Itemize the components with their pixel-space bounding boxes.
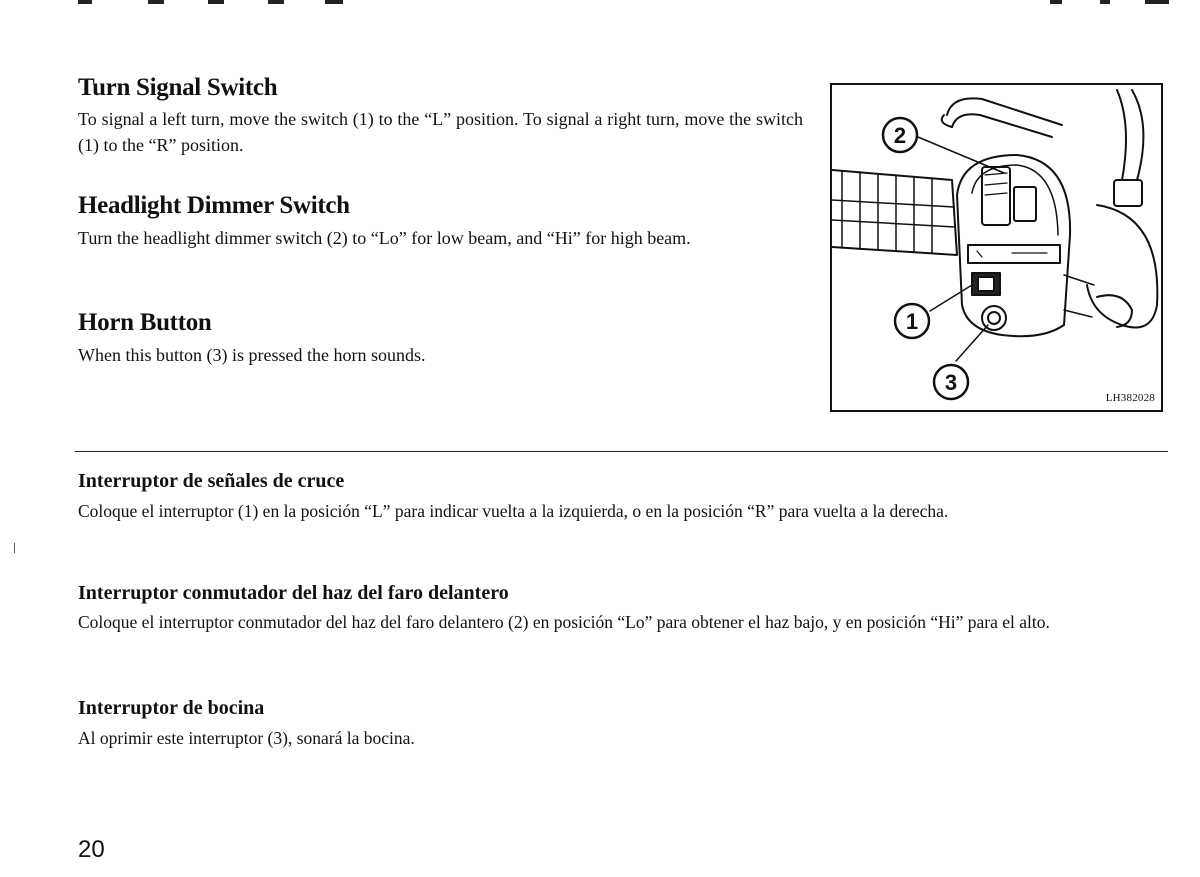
text-interruptor-bocina: Al oprimir este interruptor (3), sonará la bocina. <box>78 728 415 748</box>
margin-mark <box>14 543 15 553</box>
top-edge-marks <box>0 0 1200 10</box>
section-divider <box>75 451 1168 452</box>
heading-headlight-dimmer-switch: Headlight Dimmer Switch <box>78 192 350 219</box>
text-horn-button: When this button (3) is pressed the horn sounds. <box>78 345 426 365</box>
callout-3-label: 3 <box>944 370 958 395</box>
page-number: 20 <box>78 836 105 863</box>
heading-interruptor-bocina: Interruptor de bocina <box>78 697 265 719</box>
heading-turn-signal-switch: Turn Signal Switch <box>78 74 278 101</box>
callout-1-label: 1 <box>905 309 919 334</box>
text-interruptor-conmutador: Coloque el interruptor conmutador del haz del faro delantero (2) en posición “Lo” para obtener el haz bajo, y en posición “Hi” para el alto. <box>78 612 1050 632</box>
text-interruptor-senales: Coloque el interruptor (1) en la posición “L” para indicar vuelta a la izquierda, o en la posición “R” para vuelta a la derecha. <box>78 501 949 521</box>
text-turn-signal-switch: To signal a left turn, move the switch (1) to the “L” position. To signal a right turn, move the switch (1) to the “R” position. <box>78 109 803 155</box>
callout-2-label: 2 <box>893 123 907 148</box>
heading-interruptor-conmutador: Interruptor conmutador del haz del faro delantero <box>78 582 509 604</box>
heading-horn-button: Horn Button <box>78 309 212 336</box>
heading-interruptor-senales: Interruptor de señales de cruce <box>78 470 345 492</box>
figure-code: LH382028 <box>1105 392 1155 404</box>
handlebar-switch-drawing <box>832 85 1161 410</box>
handlebar-switch-illustration <box>830 83 1163 412</box>
text-headlight-dimmer-switch: Turn the headlight dimmer switch (2) to “Lo” for low beam, and “Hi” for high beam. <box>78 228 691 248</box>
